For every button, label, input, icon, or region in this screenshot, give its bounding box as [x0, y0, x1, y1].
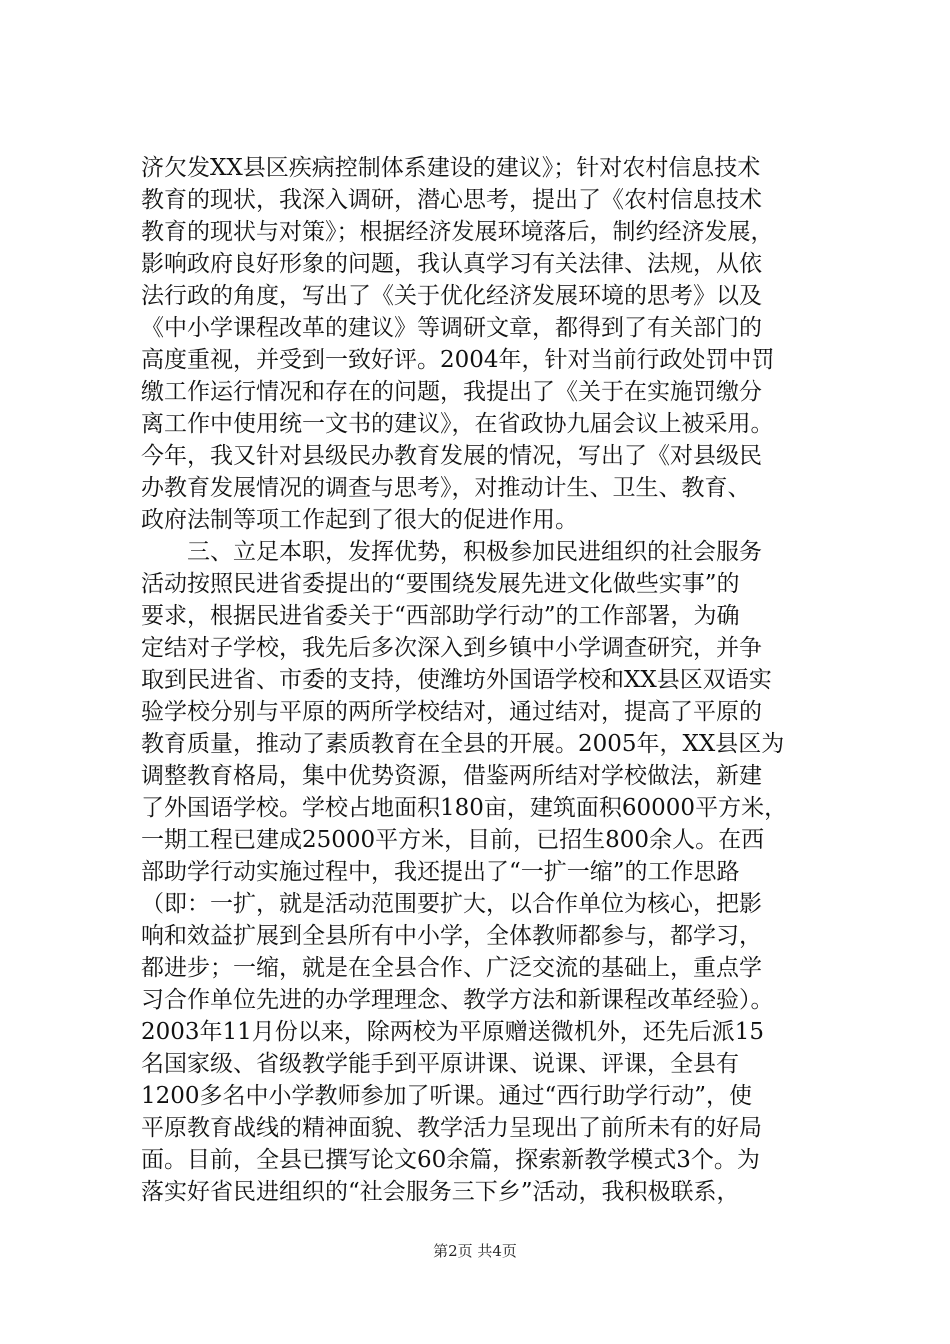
text-line-24: （即：一扩，就是活动范围要扩大，以合作单位为核心，把影 [141, 891, 762, 917]
text-line-20: 调整教育格局，集中优势资源，借鉴两所结对学校做法，新建 [141, 763, 762, 789]
text-line-4: 影响政府良好形象的问题，我认真学习有关法律、法规，从依 [141, 251, 762, 277]
text-line-9: 离工作中使用统一文书的建议》，在省政协九届会议上被采用。 [141, 411, 774, 437]
text-line-22: 一期工程已建成25000平方米，目前，已招生800余人。在西 [141, 827, 765, 853]
text-line-8: 缴工作运行情况和存在的问题，我提出了《关于在实施罚缴分 [141, 379, 762, 405]
text-line-5: 法行政的角度，写出了《关于优化经济发展环境的思考》以及 [141, 283, 762, 309]
text-line-21: 了外国语学校。学校占地面积180亩，建筑面积60000平方米， [141, 795, 788, 821]
text-line-1: 济欠发XX县区疾病控制体系建设的建议》；针对农村信息技术 [141, 155, 761, 181]
text-line-2: 教育的现状，我深入调研，潜心思考，提出了《农村信息技术 [141, 187, 762, 213]
text-line-7: 高度重视，并受到一致好评。2004年，针对当前行政处罚中罚 [141, 347, 775, 373]
text-line-17: 取到民进省、市委的支持，使潍坊外国语学校和XX县区双语实 [141, 667, 772, 693]
text-line-6: 《中小学课程改革的建议》等调研文章，都得到了有关部门的 [141, 315, 762, 341]
text-line-30: 1200多名中小学教师参加了听课。通过“西行助学行动”，使 [141, 1083, 753, 1109]
document-body [141, 152, 841, 1208]
text-line-25: 响和效益扩展到全县所有中小学，全体教师都参与，都学习， [141, 923, 762, 949]
text-line-14: 活动按照民进省委提出的“要围绕发展先进文化做些实事”的 [141, 571, 740, 597]
text-line-12: 政府法制等项工作起到了很大的促进作用。 [141, 507, 578, 533]
text-line-10: 今年，我又针对县级民办教育发展的情况，写出了《对县级民 [141, 443, 762, 469]
text-line-11: 办教育发展情况的调查与思考》，对推动计生、卫生、教育、 [141, 475, 751, 501]
page-number-footer: 第2页 共4页 [433, 1242, 517, 1260]
text-line-27: 习合作单位先进的办学理理念、教学方法和新课程改革经验）。 [141, 987, 774, 1013]
text-line-29: 名国家级、省级教学能手到平原讲课、说课、评课，全县有 [141, 1051, 739, 1077]
text-line-26: 都进步；一缩，就是在全县合作、广泛交流的基础上，重点学 [141, 955, 762, 981]
text-line-32: 面。目前，全县已撰写论文60余篇，探索新教学模式3个。为 [141, 1147, 760, 1173]
text-line-28: 2003年11月份以来，除两校为平原赠送微机外，还先后派15 [141, 1019, 765, 1045]
text-line-13: 三、立足本职，发挥优势，积极参加民进组织的社会服务 [141, 539, 762, 565]
text-line-15: 要求，根据民进省委关于“西部助学行动”的工作部署，为确 [141, 603, 740, 629]
text-line-18: 验学校分别与平原的两所学校结对，通过结对，提高了平原的 [141, 699, 762, 725]
text-line-31: 平原教育战线的精神面貌、教学活力呈现出了前所未有的好局 [141, 1115, 762, 1141]
text-line-3: 教育的现状与对策》；根据经济发展环境落后，制约经济发展， [141, 219, 774, 245]
text-line-19: 教育质量，推动了素质教育在全县的开展。2005年，XX县区为 [141, 731, 785, 757]
text-line-23: 部助学行动实施过程中，我还提出了“一扩一缩”的工作思路 [141, 859, 740, 885]
text-line-16: 定结对子学校，我先后多次深入到乡镇中小学调查研究，并争 [141, 635, 762, 661]
text-line-33: 落实好省民进组织的“社会服务三下乡”活动，我积极联系， [141, 1179, 740, 1205]
